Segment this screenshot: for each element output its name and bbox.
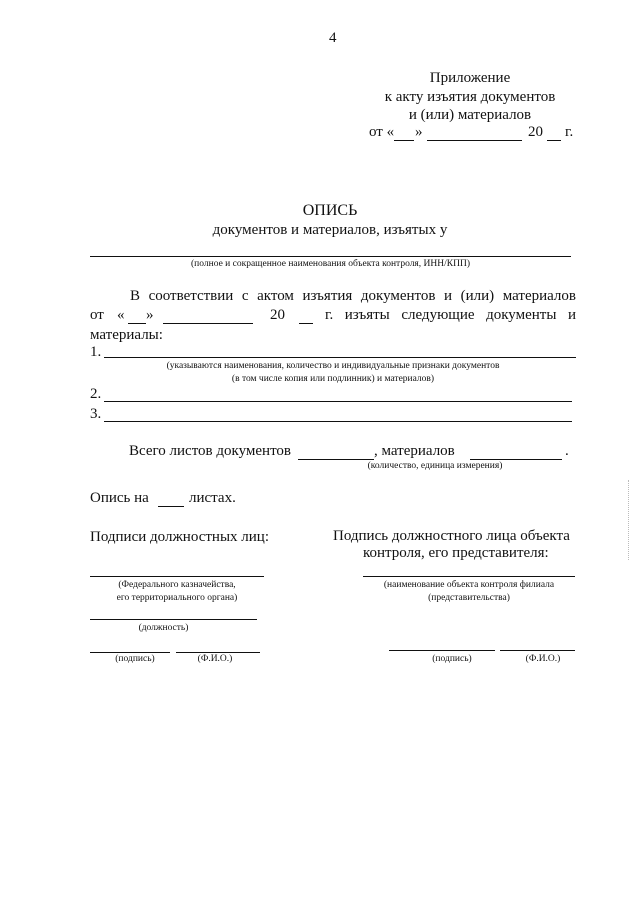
list-item-1-number: 1. [90,344,102,360]
body-month-line [163,323,253,324]
body-from: от [90,307,104,323]
body-line-1: В соответствии с актом изъятия документов и (или) материалов [130,288,576,304]
right-signatures-title-2: контроля, его представителя: [363,545,549,561]
appendix-line-1: Приложение [429,70,511,86]
appendix-date-year-line [547,140,561,141]
inventory-pages-line [158,506,184,507]
body-year: 20 [270,307,285,323]
left-position-caption: (должность) [138,623,189,633]
left-fio-caption: (Ф.И.О.) [197,654,233,664]
list-item-1-caption-1: (указываются наименования, количество и индивидуальные признаки документов [166,361,500,371]
body-quote-open: « [117,307,125,323]
inventory-prefix: Опись на [90,490,149,506]
total-materials-caption: (количество, единица измерения) [367,461,503,471]
right-org-caption-2: (представительства) [428,593,510,603]
appendix-date-quote-close: » [415,124,423,140]
left-sign-caption: (подпись) [115,654,155,664]
right-signatures-title-1: Подпись должностного лица объекта [333,528,570,544]
appendix-date-day-line [394,140,414,141]
body-day-line [128,323,146,324]
right-fio-caption: (Ф.И.О.) [525,654,561,664]
total-materials-label: , материалов [374,443,455,459]
appendix-line-2: к акту изъятия документов [384,89,556,105]
appendix-date-year: 20 [528,124,543,140]
left-sign-line [90,652,170,653]
left-signatures-title: Подписи должностных лиц: [90,529,269,545]
left-org-line [90,576,264,577]
object-name-caption: (полное и сокращенное наименования объекта контроля, ИНН/КПП) [191,259,470,269]
body-year-line [299,323,313,324]
right-sign-caption: (подпись) [432,654,472,664]
right-org-line [363,576,575,577]
left-org-caption-1: (Федерального казначейства, [118,580,236,590]
list-item-1-caption-2: (в том числе копия или подлинник) и материалов) [231,374,435,384]
total-end-dot: . [565,443,569,459]
total-sheets-label: Всего листов документов [129,443,292,459]
list-item-1-line [104,357,576,358]
right-org-caption-1: (наименование объекта контроля филиала [383,580,555,590]
inventory-suffix: листах. [189,490,236,506]
object-name-line [90,256,571,257]
document-title: ОПИСЬ [302,202,358,219]
left-position-line [90,619,257,620]
list-item-3-number: 3. [90,406,102,422]
document-subtitle: документов и материалов, изъятых у [212,222,448,238]
right-sign-line [389,650,495,651]
appendix-date-suffix: г. [565,124,574,140]
list-item-2-number: 2. [90,386,102,402]
appendix-date-prefix: от « [369,124,395,140]
appendix-line-3: и (или) материалов [408,107,532,123]
body-line-2-rest: г. изъяты следующие документы и [325,307,576,323]
total-materials-line [470,459,562,460]
right-fio-line [500,650,575,651]
left-org-caption-2: его территориального органа) [116,593,238,603]
left-fio-line [176,652,260,653]
body-quote-close: » [146,307,154,323]
scan-artifact [628,480,631,560]
body-line-3: материалы: [90,327,163,343]
page-number: 4 [329,30,337,46]
list-item-2-line [104,401,572,402]
appendix-date-month-line [427,140,522,141]
list-item-3-line [104,421,572,422]
total-sheets-line [298,459,374,460]
